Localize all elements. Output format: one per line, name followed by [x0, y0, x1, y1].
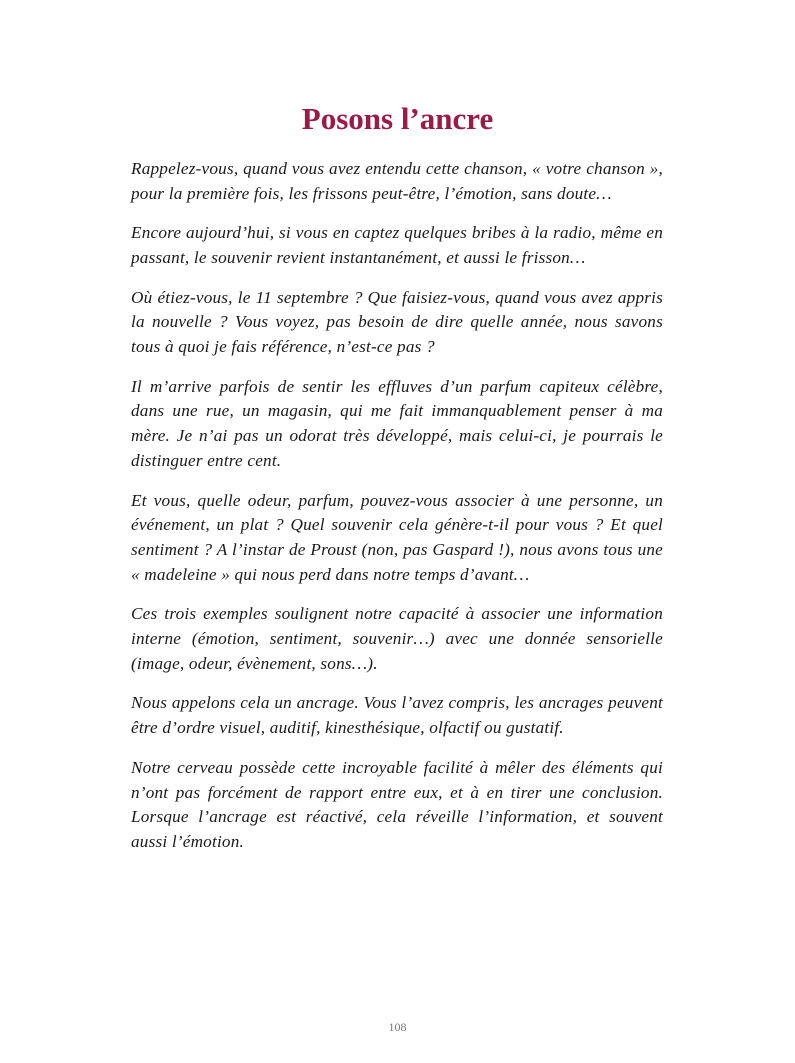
- page-number: 108: [388, 1020, 407, 1034]
- body-text: [131, 157, 663, 870]
- paragraph-5: Et vous, quelle odeur, parfum, pouvez-vous associer à une personne, un événement, un plat ? Quel souvenir cela génère-t-il pour vous ? Et quel sentiment ? A l’instar de Proust (non, pas Gaspard !), nous avons tous une « madeleine » qui nous perd dans notre temps d’avant…: [131, 490, 663, 584]
- paragraph-3: Où étiez-vous, le 11 septembre ? Que faisiez-vous, quand vous avez appris la nouvelle ? Vous voyez, pas besoin de dire quelle année, nous savons tous à quoi je fais référence, n’est-ce pas ?: [131, 287, 663, 357]
- paragraph-7: Nous appelons cela un ancrage. Vous l’avez compris, les ancrages peuvent être d’ordre visuel, auditif, kinesthésique, olfactif ou gustatif.: [131, 693, 663, 738]
- paragraph-2: Encore aujourd’hui, si vous en captez quelques bribes à la radio, même en passant, le souvenir revient instantanément, et aussi le frisson…: [131, 223, 663, 268]
- paragraph-6: Ces trois exemples soulignent notre capacité à associer une information interne (émotion, sentiment, souvenir…) avec une donnée sensorielle (image, odeur, évènement, sons…).: [131, 604, 663, 673]
- page-title: Posons l’ancre: [301, 101, 494, 136]
- paragraph-4: Il m’arrive parfois de sentir les effluves d’un parfum capiteux célèbre, dans une rue, un magasin, qui me fait immanquablement penser à ma mère. Je n’ai pas un odorat très développé, mais celui-ci, je pourrais le distinguer entre cent.: [131, 376, 663, 471]
- paragraph-8: Notre cerveau possède cette incroyable facilité à mêler des éléments qui n’ont pas forcément de rapport entre eux, et à en tirer une conclusion. Lorsque l’ancrage est réactivé, cela réveille l’information, et souvent aussi l’émotion.: [131, 757, 663, 852]
- paragraph-1: Rappelez-vous, quand vous avez entendu cette chanson, « votre chanson », pour la première fois, les frissons peut-être, l’émotion, sans doute…: [131, 159, 663, 203]
